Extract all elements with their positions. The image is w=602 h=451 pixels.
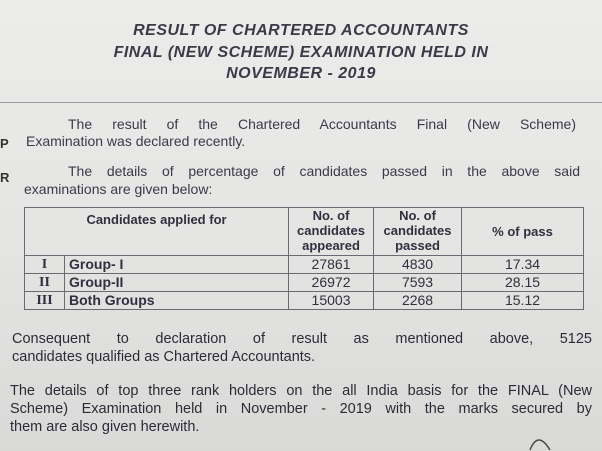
margin-letter-p: P bbox=[0, 136, 9, 151]
para2-line1: The details of percentage of candidates passed in the above said bbox=[68, 163, 580, 179]
header-appeared bbox=[289, 208, 374, 256]
para2-line2: examinations are given below: bbox=[24, 181, 213, 197]
row-numeral: III bbox=[25, 292, 65, 310]
table-row bbox=[25, 274, 584, 292]
table-row bbox=[25, 292, 584, 310]
row-passed: 7593 bbox=[374, 274, 462, 292]
row-appeared: 15003 bbox=[289, 292, 374, 310]
header-passed-line: passed bbox=[395, 238, 440, 253]
row-appeared: 26972 bbox=[289, 274, 374, 292]
para4-line3: them are also given herewith. bbox=[10, 419, 200, 435]
para4-line1: The details of top three rank holders on the all India basis for the FINAL (New bbox=[10, 383, 592, 399]
title-line-1: RESULT OF CHARTERED ACCOUNTANTS bbox=[133, 22, 469, 39]
para3-line2: candidates qualified as Chartered Accountants. bbox=[12, 349, 316, 365]
row-percent: 17.34 bbox=[462, 256, 584, 274]
divider bbox=[0, 102, 602, 103]
header-passed bbox=[374, 208, 462, 256]
row-appeared: 27861 bbox=[289, 256, 374, 274]
para4-line2: Scheme) Examination held in November - 2019 with the marks secured by bbox=[10, 401, 592, 417]
margin-letter-r: R bbox=[0, 170, 10, 185]
row-percent: 15.12 bbox=[462, 292, 584, 310]
row-numeral: II bbox=[25, 274, 65, 292]
row-passed: 4830 bbox=[374, 256, 462, 274]
para1-line1: The result of the Chartered Accountants Final (New Scheme) bbox=[68, 116, 576, 132]
row-numeral: I bbox=[25, 256, 65, 274]
row-group: Group- I bbox=[65, 256, 289, 274]
header-pass-percent: % of pass bbox=[462, 208, 584, 256]
header-appeared-line: appeared bbox=[302, 238, 360, 253]
row-group: Both Groups bbox=[65, 292, 289, 310]
header-candidates: Candidates applied for bbox=[25, 208, 289, 256]
curl-mark bbox=[526, 430, 556, 451]
header-appeared-line: candidates bbox=[297, 223, 365, 238]
row-percent: 28.15 bbox=[462, 274, 584, 292]
row-passed: 2268 bbox=[374, 292, 462, 310]
para1-line2: Examination was declared recently. bbox=[26, 133, 246, 149]
header-passed-line: No. of bbox=[399, 208, 436, 223]
results-table bbox=[24, 207, 584, 310]
header-appeared-line: No. of bbox=[312, 208, 350, 223]
title-line-2: FINAL (NEW SCHEME) EXAMINATION HELD IN bbox=[113, 44, 489, 61]
table-row bbox=[25, 256, 584, 274]
para3-line1: Consequent to declaration of result as mentioned above, 5125 bbox=[12, 331, 592, 347]
row-group: Group-II bbox=[65, 274, 289, 292]
table-header-row bbox=[25, 208, 584, 256]
header-passed-line: candidates bbox=[383, 223, 452, 238]
title-line-3: NOVEMBER - 2019 bbox=[226, 65, 376, 82]
